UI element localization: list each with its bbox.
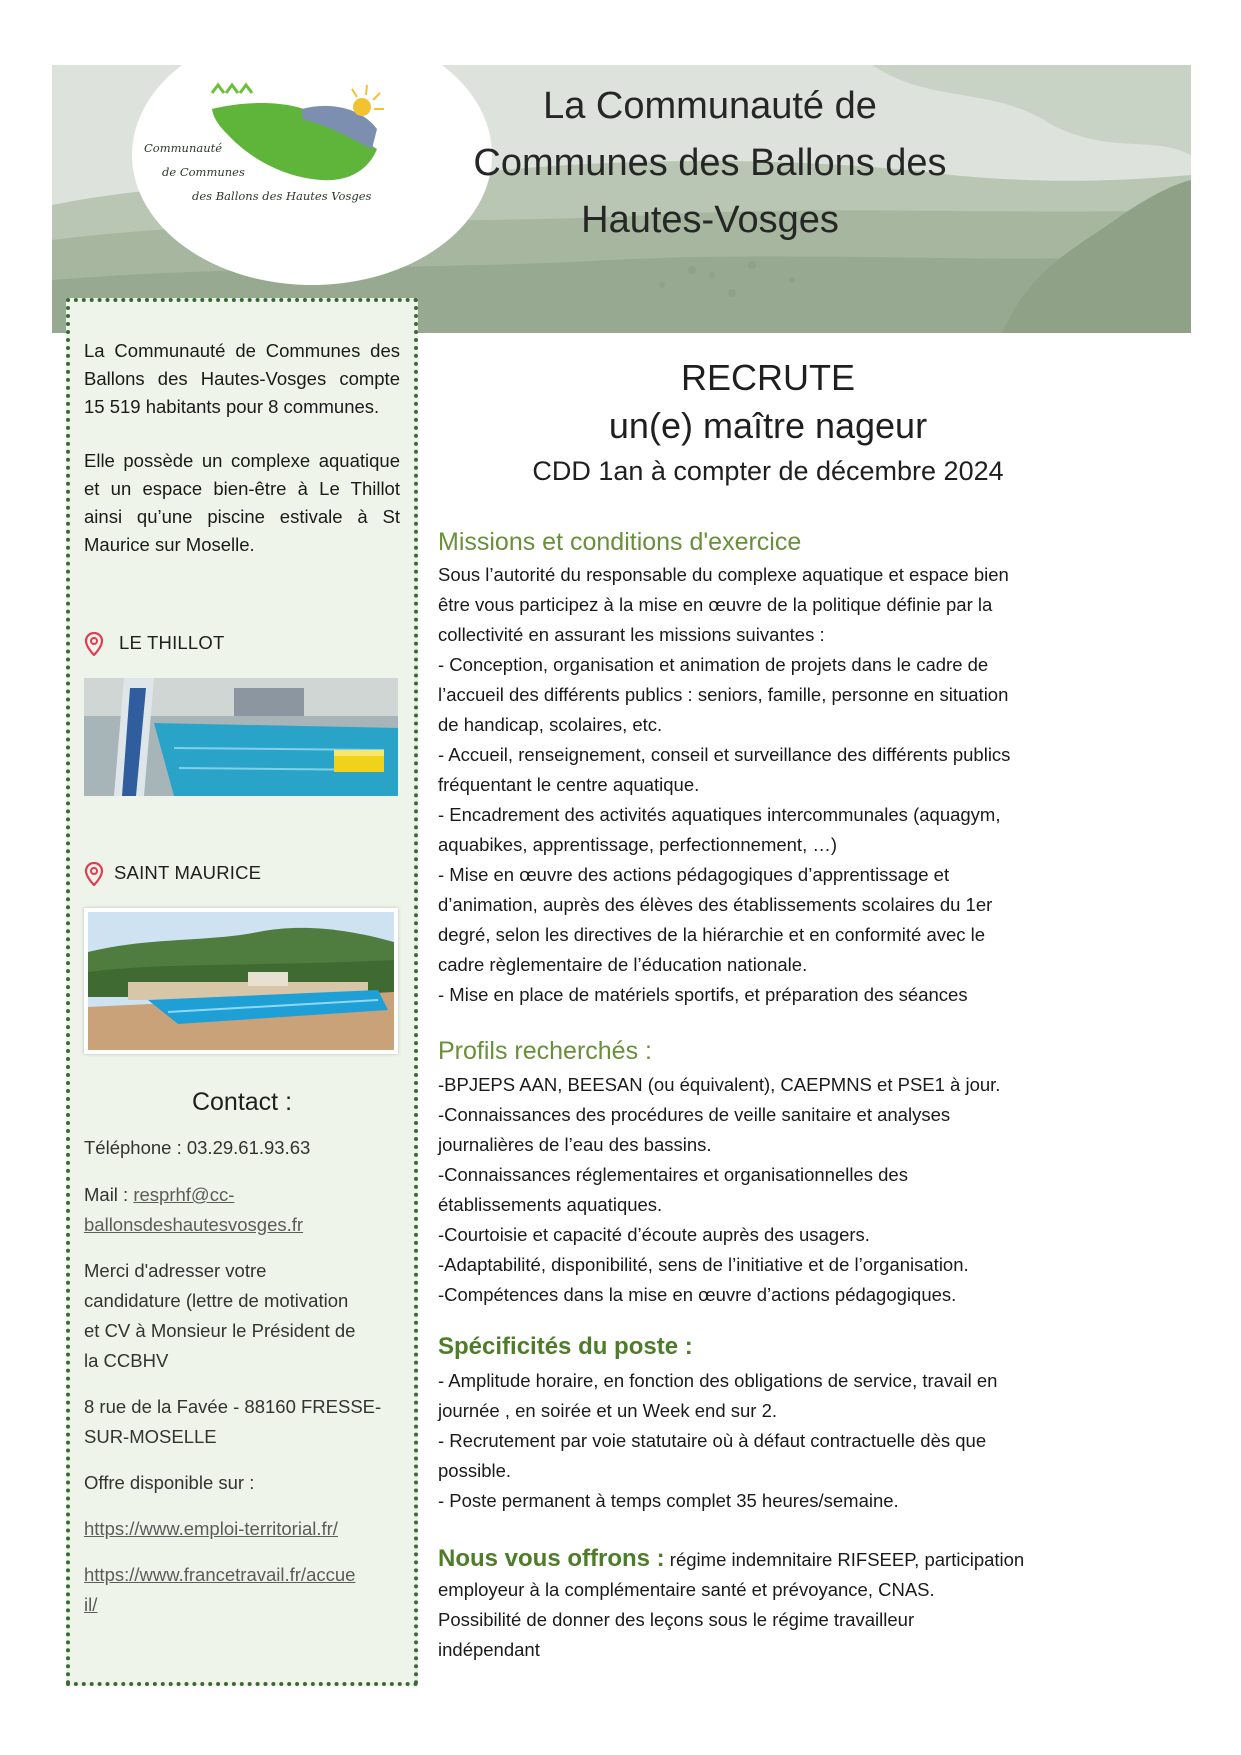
profils-line: -Connaissances réglementaires et organisationnelles des (438, 1164, 908, 1185)
logo-line-1: Communauté (144, 141, 223, 155)
contract-type: CDD 1an à compter de décembre 2024 (532, 456, 1004, 486)
missions-line: - Conception, organisation et animation de projets dans le cadre de (438, 654, 989, 675)
missions-line: - Mise en place de matériels sportifs, et préparation des séances (438, 984, 968, 1005)
profils-line: établissements aquatiques. (438, 1194, 663, 1215)
missions-line: - Mise en œuvre des actions pédagogiques d’apprentissage et (438, 864, 950, 885)
profils-line: -BPJEPS AAN, BEESAN (ou équivalent), CAEPMNS et PSE1 à jour. (438, 1074, 1001, 1095)
logo-line-3: des Ballons des Hautes Vosges (192, 189, 372, 203)
page-title (430, 78, 990, 249)
offer-line-4: indépendant (438, 1639, 540, 1660)
profils-line: -Compétences dans la mise en œuvre d’actions pédagogiques. (438, 1284, 957, 1305)
title-line-1: La Communauté de (543, 85, 877, 127)
missions-text (438, 560, 1098, 1010)
missions-heading: Missions et conditions d'exercice (438, 528, 802, 556)
photo-le-thillot-pool (84, 678, 398, 796)
links-block (84, 1514, 400, 1544)
mail-link[interactable]: resprhf@cc- (133, 1184, 235, 1205)
missions-line: être vous participez à la mise en œuvre de la politique définie par la (438, 594, 993, 615)
intro-paragraph-1: La Communauté de Communes des Ballons des Hautes-Vosges compte 15 519 habitants pour 8 communes. (84, 340, 400, 417)
intro-paragraph-2: Elle possède un complexe aquatique et un espace bien-être à Le Thillot ainsi qu’une piscine estivale à St Maurice sur Moselle. (84, 450, 400, 555)
missions-line: d’animation, auprès des élèves des établissements scolaires du 1er (438, 894, 993, 915)
offer-line-3: Possibilité de donner des leçons sous le régime travailleur (438, 1609, 915, 1630)
sidebar-intro (84, 337, 400, 585)
offer-block (438, 1544, 1098, 1665)
missions-line: - Encadrement des activités aquatiques intercommunales (aquagym, (438, 804, 1001, 825)
missions-line: degré, selon les directives de la hiérarchie et en conformité avec le (438, 924, 986, 945)
emploi-territorial-link[interactable]: https://www.emploi-territorial.fr/ (84, 1518, 338, 1539)
francetravail-link[interactable]: https://www.francetravail.fr/accue (84, 1564, 356, 1585)
missions-line: collectivité en assurant les missions suivantes : (438, 624, 825, 645)
offer-heading: Nous vous offrons : (438, 1545, 665, 1572)
recrute-title: RECRUTE (680, 357, 855, 398)
apply-line-1: Merci d'adresser votre (84, 1260, 267, 1281)
specificites-line: - Amplitude horaire, en fonction des obligations de service, travail en (438, 1370, 998, 1391)
application-instructions (84, 1256, 400, 1376)
missions-line: fréquentant le centre aquatique. (438, 774, 700, 795)
profils-line: journalières de l’eau des bassins. (438, 1134, 712, 1155)
offer-line-1 (438, 1544, 1098, 1575)
profils-line: -Connaissances des procédures de veille sanitaire et analyses (438, 1104, 951, 1125)
title-line-3: Hautes-Vosges (581, 199, 839, 241)
links-block-2 (84, 1560, 400, 1620)
location-pin-icon (84, 632, 104, 656)
apply-line-2: candidature (lettre de motivation (84, 1290, 349, 1311)
offer-available-label: Offre disponible sur : (84, 1472, 255, 1493)
contact-mail (84, 1180, 400, 1240)
mail-label: Mail : (84, 1184, 134, 1205)
mail-link-continued[interactable]: ballonsdeshautesvosges.fr (84, 1214, 304, 1235)
profils-line: -Courtoisie et capacité d’écoute auprès des usagers. (438, 1224, 870, 1245)
title-line-2: Communes des Ballons des (473, 142, 947, 184)
offer-line-2: employeur à la complémentaire santé et prévoyance, CNAS. (438, 1579, 935, 1600)
community-logo (192, 79, 412, 229)
specificites-line: - Recrutement par voie statutaire où à défaut contractuelle dès que (438, 1430, 987, 1451)
francetravail-link-continued[interactable]: il/ (84, 1594, 98, 1615)
missions-line: - Accueil, renseignement, conseil et surveillance des différents publics (438, 744, 1011, 765)
job-title: un(e) maître nageur (608, 405, 928, 446)
specificites-line: possible. (438, 1460, 512, 1481)
missions-line: aquabikes, apprentissage, perfectionnement, …) (438, 834, 838, 855)
job-heading (438, 355, 1098, 491)
address-line-1: 8 rue de la Favée - 88160 FRESSE- (84, 1396, 382, 1417)
specificites-line: - Poste permanent à temps complet 35 heures/semaine. (438, 1490, 899, 1511)
location-pin-icon (84, 862, 104, 886)
apply-line-3: et CV à Monsieur le Président de (84, 1320, 356, 1341)
location-saint-maurice: SAINT MAURICE (114, 862, 262, 883)
contact-heading: Contact : (191, 1088, 293, 1116)
missions-line: cadre règlementaire de l’éducation nationale. (438, 954, 808, 975)
profils-text (438, 1070, 1098, 1310)
missions-line: Sous l’autorité du responsable du complexe aquatique et espace bien (438, 564, 1009, 585)
address-line-2: SUR-MOSELLE (84, 1426, 217, 1447)
location-le-thillot: LE THILLOT (119, 632, 225, 653)
specificites-heading: Spécificités du poste : (438, 1333, 693, 1360)
profils-line: -Adaptabilité, disponibilité, sens de l’initiative et de l’organisation. (438, 1254, 969, 1275)
apply-line-4: la CCBHV (84, 1350, 169, 1371)
specificites-text (438, 1366, 1098, 1516)
profils-heading: Profils recherchés : (438, 1037, 652, 1065)
missions-line: de handicap, scolaires, etc. (438, 714, 663, 735)
postal-address (84, 1392, 400, 1452)
photo-saint-maurice-pool (84, 908, 398, 1054)
logo-line-2: de Communes (162, 165, 245, 179)
offer-line-1-rest: régime indemnitaire RIFSEEP, participation (664, 1549, 1025, 1570)
contact-phone: Téléphone : 03.29.61.93.63 (84, 1137, 311, 1158)
missions-line: l’accueil des différents publics : seniors, famille, personne en situation (438, 684, 1009, 705)
specificites-line: journée , en soirée et un Week end sur 2. (438, 1400, 778, 1421)
